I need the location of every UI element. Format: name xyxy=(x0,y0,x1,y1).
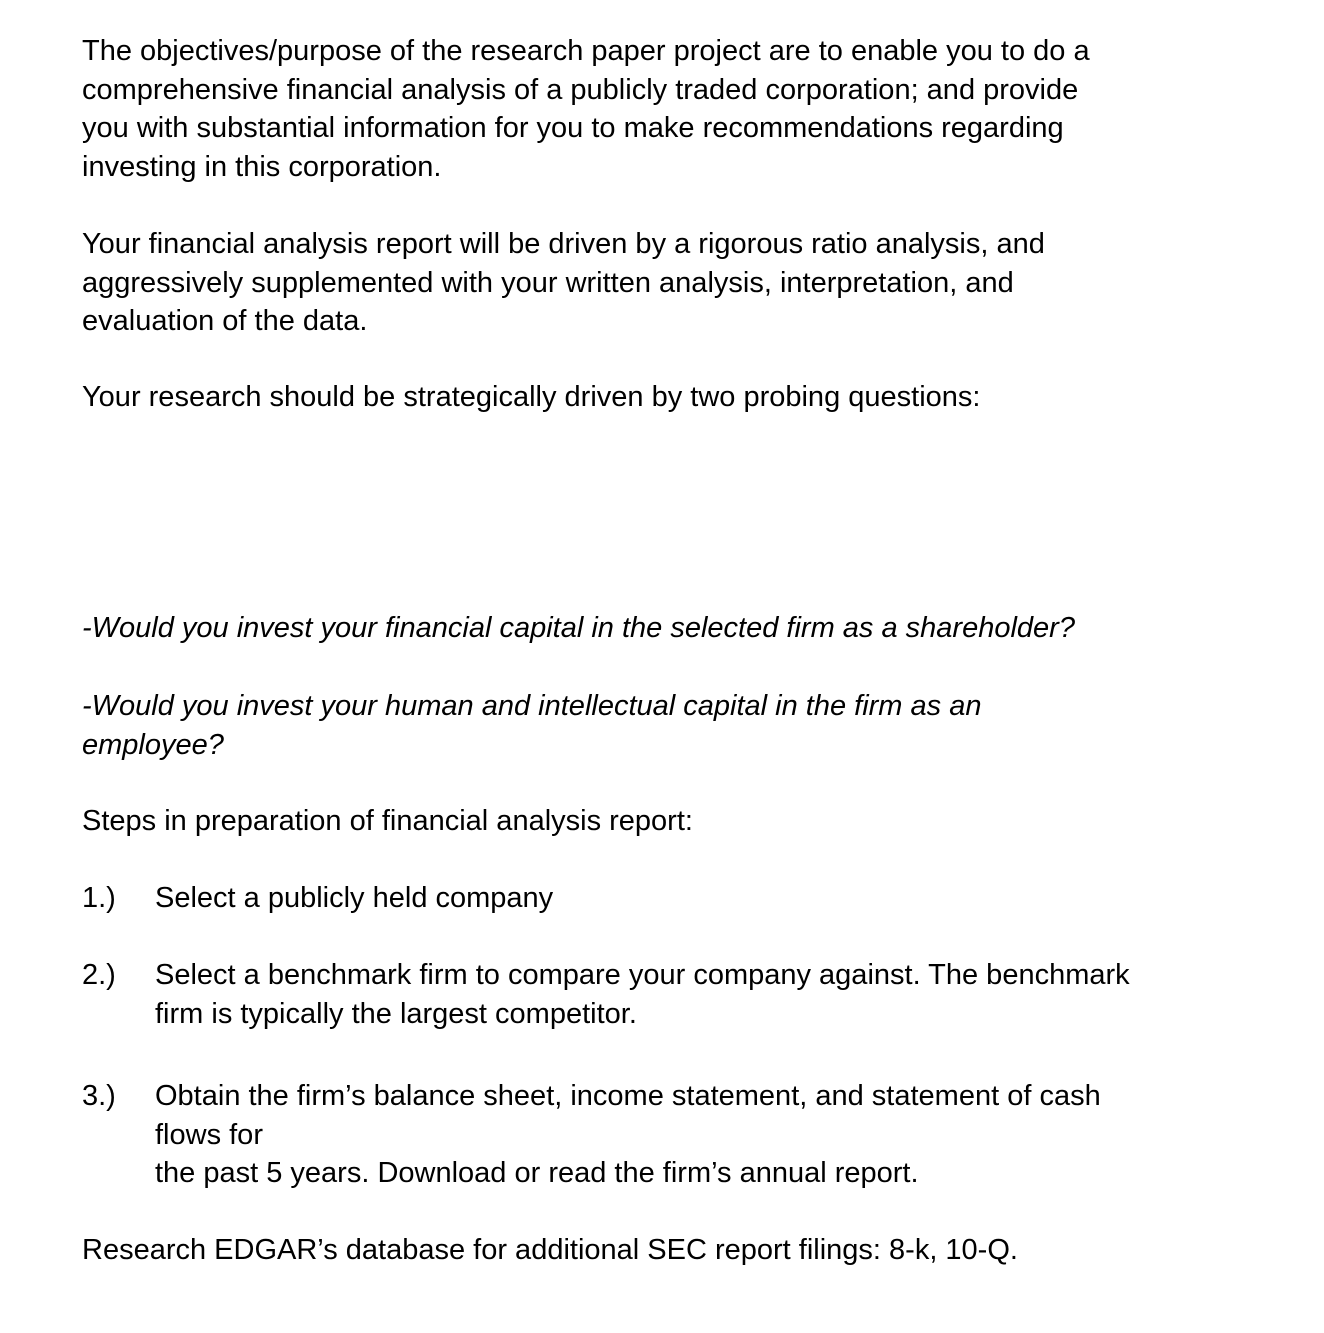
step-line: flows for xyxy=(155,1118,263,1151)
step-text xyxy=(155,956,1130,1033)
step-line: Obtain the firm’s balance sheet, income statement, and statement of cash xyxy=(155,1080,1101,1112)
step-line: Select a publicly held company xyxy=(155,882,554,914)
paragraph-line: The objectives/purpose of the research paper project are to enable you to do a xyxy=(82,35,1090,67)
paragraph-line: investing in this corporation. xyxy=(82,150,442,183)
step-number: 1.) xyxy=(82,882,116,914)
steps-heading: Steps in preparation of financial analysis report: xyxy=(82,805,693,837)
question-shareholder: -Would you invest your financial capital in the selected firm as a shareholder? xyxy=(82,612,1075,644)
paragraph-line: comprehensive financial analysis of a publicly traded corporation; and provide xyxy=(82,73,1079,106)
research-questions-intro: Your research should be strategically driven by two probing questions: xyxy=(82,381,981,413)
paragraph-line: Your financial analysis report will be driven by a rigorous ratio analysis, and xyxy=(82,228,1045,260)
paragraph-line: evaluation of the data. xyxy=(82,305,368,337)
closing-line: Research EDGAR’s database for additional SEC report filings: 8-k, 10-Q. xyxy=(82,1234,1018,1266)
paragraph-line: you with substantial information for you to make recommendations regarding xyxy=(82,112,1064,144)
step-line: the past 5 years. Download or read the firm’s annual report. xyxy=(155,1157,919,1189)
question-line: -Would you invest your human and intellectual capital in the firm as an xyxy=(82,690,982,722)
objectives-paragraph xyxy=(82,32,1090,186)
question-line: employee? xyxy=(82,728,224,761)
step-line: Select a benchmark firm to compare your company against. The benchmark xyxy=(155,959,1130,991)
step-text xyxy=(155,879,553,918)
analysis-report-paragraph xyxy=(82,225,1045,341)
question-employee xyxy=(82,687,981,764)
step-line: firm is typically the largest competitor. xyxy=(155,997,637,1030)
step-number: 2.) xyxy=(82,959,116,991)
step-text xyxy=(155,1077,1101,1193)
paragraph-line: aggressively supplemented with your written analysis, interpretation, and xyxy=(82,266,1014,299)
step-number: 3.) xyxy=(82,1080,116,1112)
